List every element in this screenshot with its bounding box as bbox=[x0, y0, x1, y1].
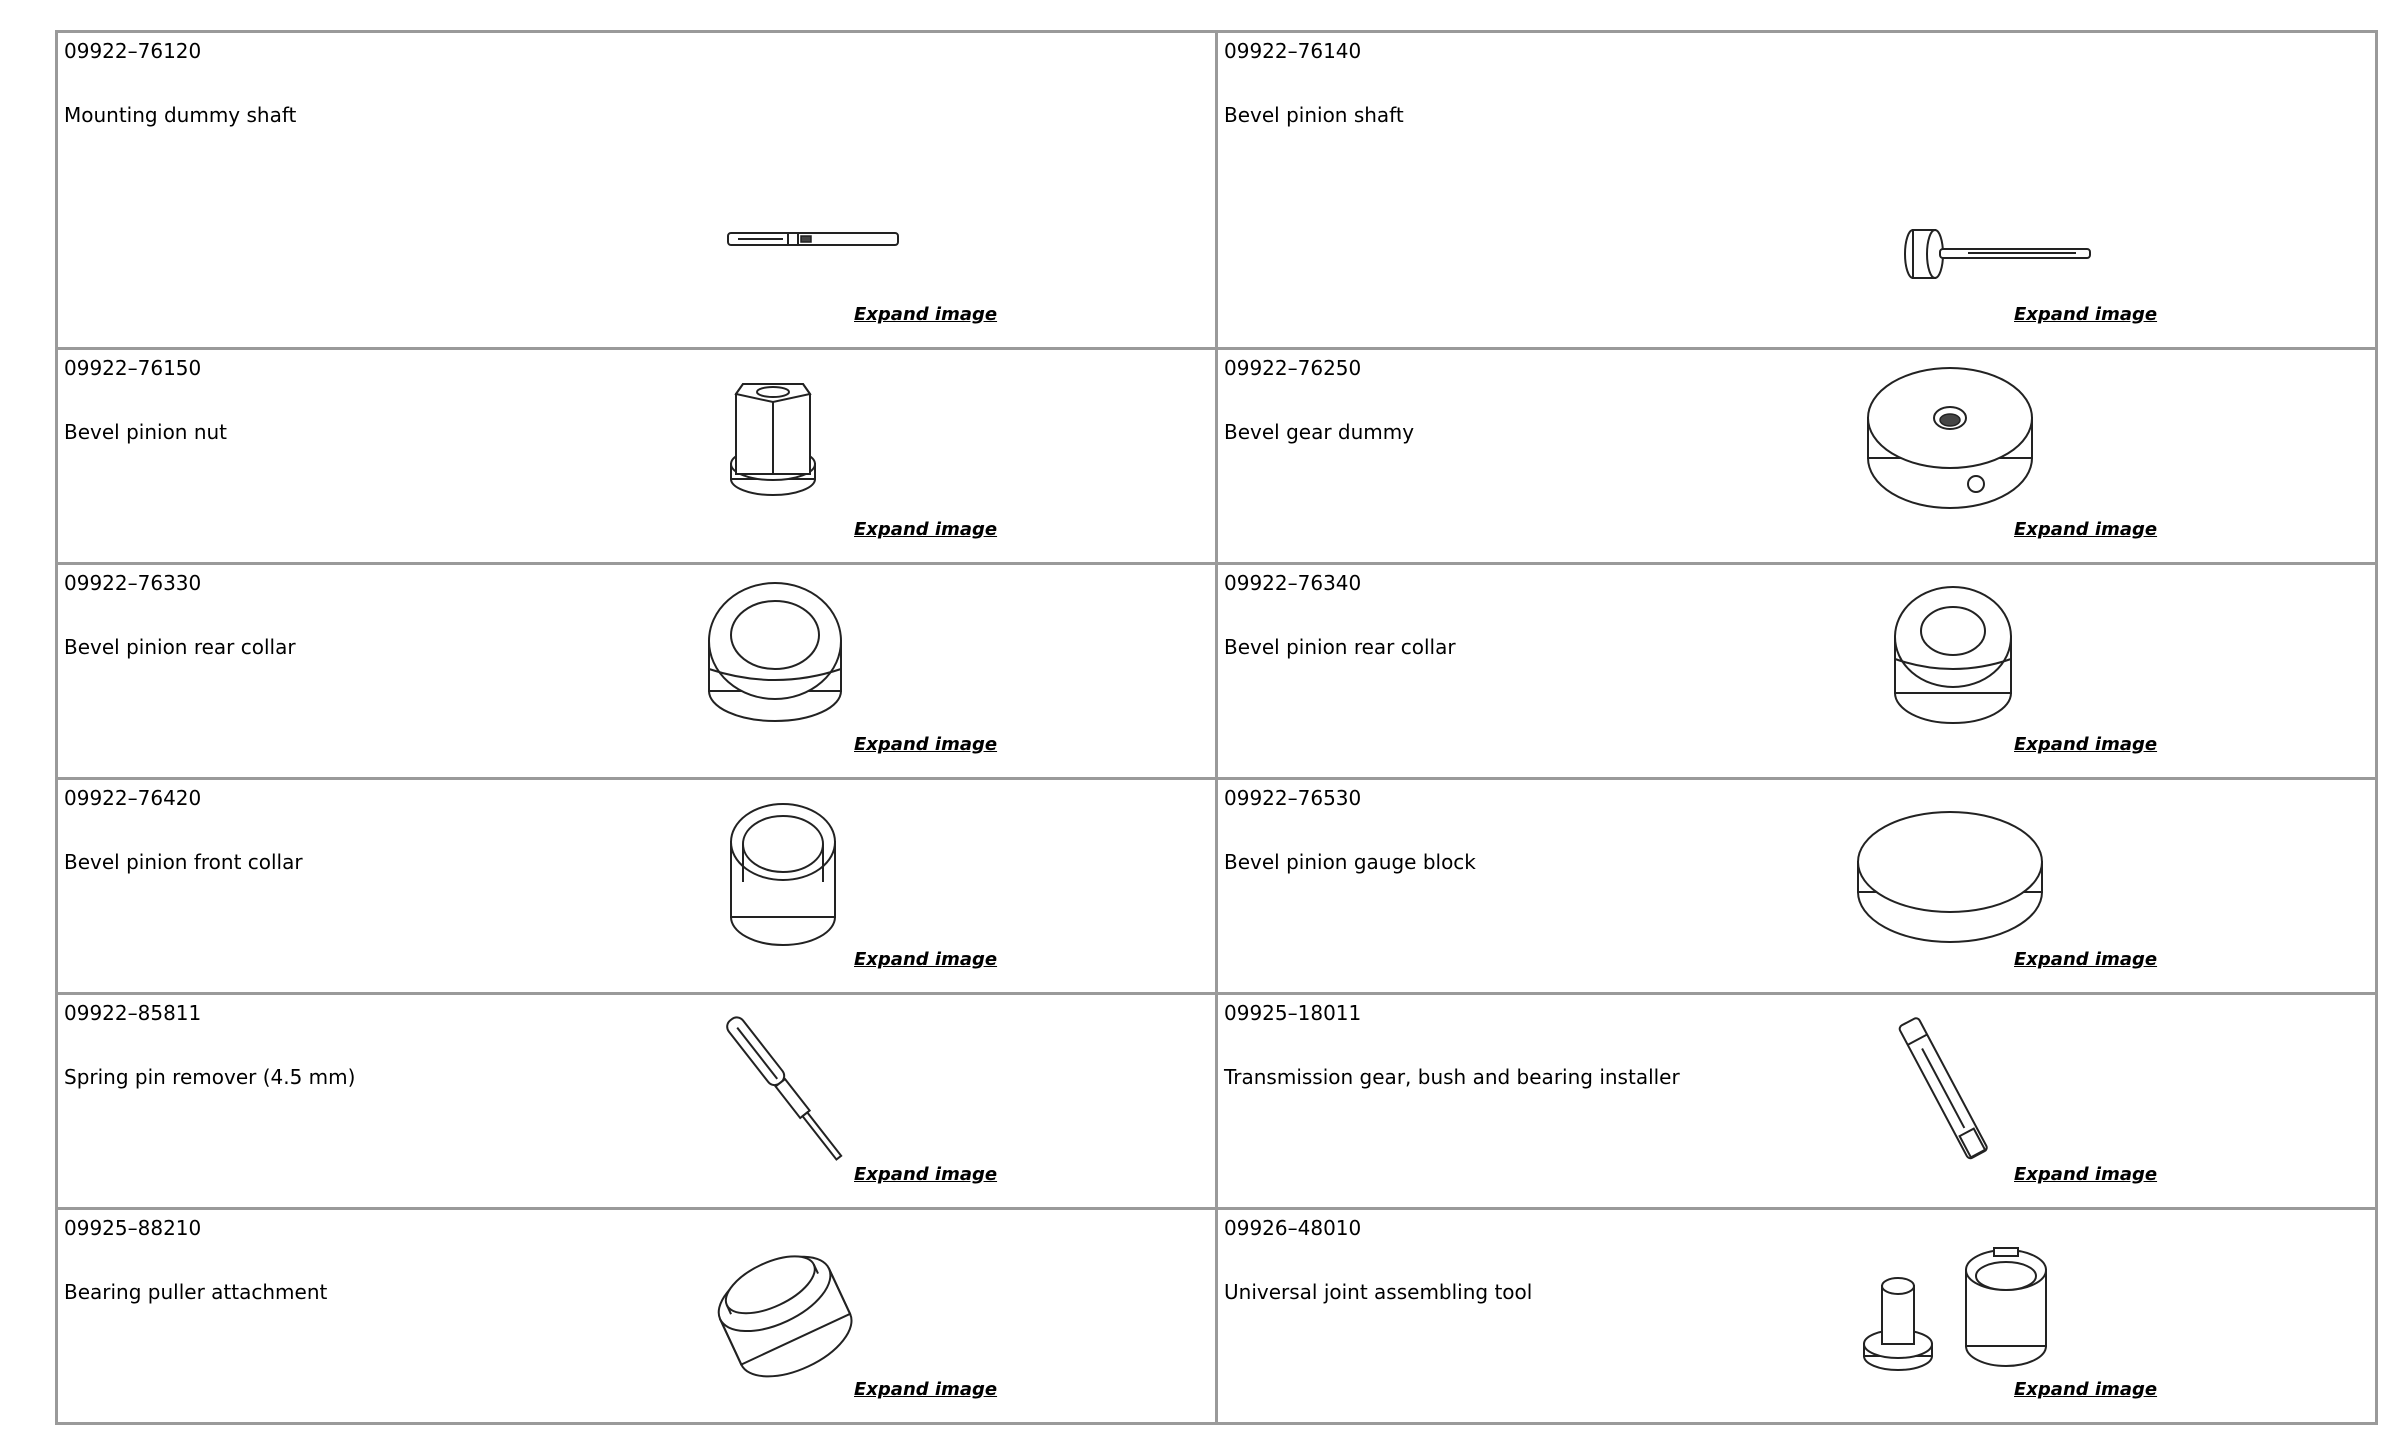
tool-description: Bevel pinion gauge block bbox=[1224, 850, 1476, 874]
tool-description: Spring pin remover (4.5 mm) bbox=[64, 1065, 356, 1089]
tool-cell bbox=[57, 564, 1217, 779]
gear-dummy-icon bbox=[1818, 358, 2078, 528]
part-number: 09922–76250 bbox=[1224, 356, 1362, 380]
tool-description: Bevel pinion rear collar bbox=[64, 635, 296, 659]
expand-image-link[interactable]: Expand image bbox=[2014, 304, 2158, 325]
tool-description: Bevel gear dummy bbox=[1224, 420, 1415, 444]
puller-attachment-icon bbox=[658, 1222, 918, 1392]
universal-joint-tool-icon bbox=[1818, 1226, 2078, 1396]
tool-cell bbox=[57, 1209, 1217, 1424]
tool-cell bbox=[57, 779, 1217, 994]
part-number: 09925–18011 bbox=[1224, 1001, 1362, 1025]
tool-cell bbox=[57, 32, 1217, 349]
part-number: 09922–76420 bbox=[64, 786, 202, 810]
pinion-nut-icon bbox=[658, 364, 918, 534]
table-row bbox=[57, 349, 2377, 564]
gauge-block-icon bbox=[1818, 792, 2078, 962]
pin-remover-icon bbox=[658, 1007, 918, 1177]
expand-image-link[interactable]: Expand image bbox=[2014, 1164, 2158, 1185]
tool-description: Bevel pinion shaft bbox=[1224, 103, 1404, 127]
tool-cell bbox=[1217, 32, 2377, 349]
installer-icon bbox=[1818, 1007, 2078, 1177]
expand-image-link[interactable]: Expand image bbox=[2014, 734, 2158, 755]
special-tools-table bbox=[55, 30, 2378, 1425]
tool-cell bbox=[57, 349, 1217, 564]
expand-image-link[interactable]: Expand image bbox=[854, 734, 998, 755]
tool-description: Bevel pinion nut bbox=[64, 420, 228, 444]
tool-cell bbox=[1217, 564, 2377, 779]
table-row bbox=[57, 32, 2377, 349]
table-row bbox=[57, 564, 2377, 779]
part-number: 09922–76330 bbox=[64, 571, 202, 595]
table-row bbox=[57, 994, 2377, 1209]
tool-cell bbox=[1217, 994, 2377, 1209]
table-row bbox=[57, 1209, 2377, 1424]
tool-cell bbox=[1217, 1209, 2377, 1424]
tool-description: Mounting dummy shaft bbox=[64, 103, 297, 127]
part-number: 09922–76150 bbox=[64, 356, 202, 380]
expand-image-link[interactable]: Expand image bbox=[854, 1164, 998, 1185]
expand-image-link[interactable]: Expand image bbox=[854, 519, 998, 540]
tool-description: Transmission gear, bush and bearing installer bbox=[1224, 1065, 1680, 1089]
expand-image-link[interactable]: Expand image bbox=[2014, 1379, 2158, 1400]
part-number: 09922–76140 bbox=[1224, 39, 1362, 63]
rear-collar-icon bbox=[658, 573, 918, 743]
expand-image-link[interactable]: Expand image bbox=[854, 304, 998, 325]
expand-image-link[interactable]: Expand image bbox=[854, 1379, 998, 1400]
part-number: 09922–76120 bbox=[64, 39, 202, 63]
expand-image-link[interactable]: Expand image bbox=[2014, 949, 2158, 970]
part-number: 09922–76530 bbox=[1224, 786, 1362, 810]
tool-cell bbox=[57, 994, 1217, 1209]
rear-collar-small-icon bbox=[1818, 575, 2078, 745]
part-number: 09922–85811 bbox=[64, 1001, 202, 1025]
table-row bbox=[57, 779, 2377, 994]
part-number: 09922–76340 bbox=[1224, 571, 1362, 595]
expand-image-link[interactable]: Expand image bbox=[854, 949, 998, 970]
part-number: 09925–88210 bbox=[64, 1216, 202, 1240]
part-number: 09926–48010 bbox=[1224, 1216, 1362, 1240]
tool-cell bbox=[1217, 349, 2377, 564]
tool-cell bbox=[1217, 779, 2377, 994]
expand-image-link[interactable]: Expand image bbox=[2014, 519, 2158, 540]
tool-description: Bevel pinion rear collar bbox=[1224, 635, 1456, 659]
tool-description: Bevel pinion front collar bbox=[64, 850, 303, 874]
tool-description: Bearing puller attachment bbox=[64, 1280, 328, 1304]
front-collar-icon bbox=[658, 792, 918, 962]
tool-description: Universal joint assembling tool bbox=[1224, 1280, 1533, 1304]
